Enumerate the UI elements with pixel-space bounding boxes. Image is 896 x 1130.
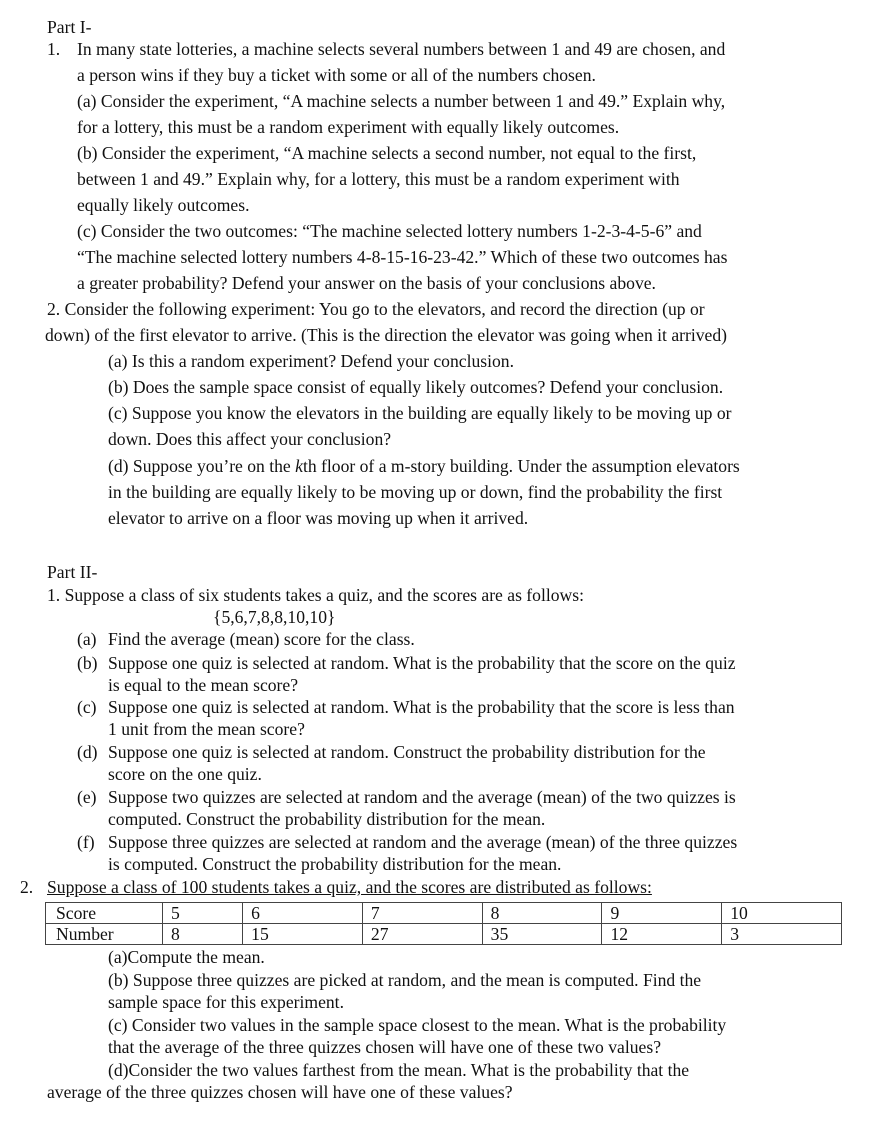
part1-q2-line: 2. Consider the following experiment: You go to the elevators, and record the direction (up or xyxy=(47,299,705,319)
part2-q1-intro: 1. Suppose a class of six students takes a quiz, and the scores are as follows: xyxy=(47,585,584,605)
part2-q2d-line: average of the three quizzes chosen will have one of these values? xyxy=(47,1082,513,1102)
row-header-score: Score xyxy=(46,903,163,924)
part2-q2a-line: (a)Compute the mean. xyxy=(108,947,265,967)
part2-q1c-label: (c) xyxy=(77,697,97,717)
row-header-number: Number xyxy=(46,924,163,945)
part1-q2d-prefix: (d) Suppose you’re on the xyxy=(108,456,296,476)
part1-q2-line: down) of the first elevator to arrive. (This is the direction the elevator was going when it arrived) xyxy=(45,325,728,345)
part2-q2b-line: (b) Suppose three quizzes are picked at random, and the mean is computed. Find the xyxy=(108,970,702,990)
part2-q1e-line: Suppose two quizzes are selected at random and the average (mean) of the two quizzes is xyxy=(108,787,736,807)
count-cell: 35 xyxy=(482,924,602,945)
count-cell: 15 xyxy=(243,924,363,945)
part2-q1b-line: Suppose one quiz is selected at random. What is the probability that the score on the quiz xyxy=(108,653,736,673)
part1-q1-number: 1. xyxy=(47,39,61,59)
count-cell: 27 xyxy=(362,924,482,945)
part1-q1b-line: between 1 and 49.” Explain why, for a lottery, this must be a random experiment with xyxy=(77,169,680,189)
part1-q2d-line: in the building are equally likely to be moving up or down, find the probability the first xyxy=(108,482,723,502)
part1-q1b-line: equally likely outcomes. xyxy=(77,195,250,215)
score-cell: 9 xyxy=(602,903,722,924)
part1-q2c-line: (c) Suppose you know the elevators in the building are equally likely to be moving up or xyxy=(108,403,732,423)
score-distribution-table xyxy=(45,902,842,945)
part2-q2c-line: (c) Consider two values in the sample space closest to the mean. What is the probability xyxy=(108,1015,727,1035)
part1-q1-line: In many state lotteries, a machine selects several numbers between 1 and 49 are chosen, and xyxy=(77,39,726,59)
score-cell: 8 xyxy=(482,903,602,924)
part1-q1a-line: (a) Consider the experiment, “A machine selects a number between 1 and 49.” Explain why, xyxy=(77,91,726,111)
part2-q1c-line: Suppose one quiz is selected at random. What is the probability that the score is less than xyxy=(108,697,735,717)
count-cell: 12 xyxy=(602,924,722,945)
part1-q1-line: a person wins if they buy a ticket with some or all of the numbers chosen. xyxy=(77,65,596,85)
part2-q1b-label: (b) xyxy=(77,653,98,673)
part2-q1c-line: 1 unit from the mean score? xyxy=(108,719,305,739)
part2-q2-number: 2. xyxy=(20,877,34,897)
count-cell: 3 xyxy=(722,924,842,945)
part2-q1e-line: computed. Construct the probability distribution for the mean. xyxy=(108,809,546,829)
part2-q1-score-set: {5,6,7,8,8,10,10} xyxy=(213,607,336,627)
part1-q1c-line: “The machine selected lottery numbers 4-8-15-16-23-42.” Which of these two outcomes has xyxy=(77,247,728,267)
score-cell: 10 xyxy=(722,903,842,924)
part2-q2b-line: sample space for this experiment. xyxy=(108,992,344,1012)
part1-heading: Part I- xyxy=(47,17,92,37)
part2-q1e-label: (e) xyxy=(77,787,97,807)
part2-q1f-label: (f) xyxy=(77,832,95,852)
part2-q2-intro: Suppose a class of 100 students takes a quiz, and the scores are distributed as follows: xyxy=(47,877,652,897)
part2-q1a-line: Find the average (mean) score for the class. xyxy=(108,629,415,649)
part2-q1d-line: Suppose one quiz is selected at random. Construct the probability distribution for the xyxy=(108,742,706,762)
part2-q1d-line: score on the one quiz. xyxy=(108,764,262,784)
part1-q2c-line: down. Does this affect your conclusion? xyxy=(108,429,392,449)
part2-q1d-label: (d) xyxy=(77,742,98,762)
part1-q1c-line: (c) Consider the two outcomes: “The machine selected lottery numbers 1-2-3-4-5-6” and xyxy=(77,221,702,241)
part2-q1f-line: is computed. Construct the probability distribution for the mean. xyxy=(108,854,562,874)
part1-q2a-line: (a) Is this a random experiment? Defend your conclusion. xyxy=(108,351,514,371)
score-cell: 7 xyxy=(362,903,482,924)
part1-q2b-line: (b) Does the sample space consist of equally likely outcomes? Defend your conclusion. xyxy=(108,377,724,397)
part2-q1a-label: (a) xyxy=(77,629,97,649)
part1-q2d-line xyxy=(108,455,740,477)
part1-q1a-line: for a lottery, this must be a random experiment with equally likely outcomes. xyxy=(77,117,620,137)
count-cell: 8 xyxy=(163,924,243,945)
part1-q1c-line: a greater probability? Defend your answer on the basis of your conclusions above. xyxy=(77,273,656,293)
part1-q1b-line: (b) Consider the experiment, “A machine selects a second number, not equal to the first, xyxy=(77,143,697,163)
part1-q2d-k: k xyxy=(295,456,303,476)
part2-q2c-line: that the average of the three quizzes chosen will have one of these two values? xyxy=(108,1037,662,1057)
score-cell: 6 xyxy=(243,903,363,924)
score-cell: 5 xyxy=(163,903,243,924)
part2-heading: Part II- xyxy=(47,562,98,582)
part1-q2d-line: elevator to arrive on a floor was moving up when it arrived. xyxy=(108,508,529,528)
table-row-number xyxy=(46,924,842,945)
table-row-score xyxy=(46,903,842,924)
part1-q2d-rest: th floor of a m-story building. Under the assumption elevators xyxy=(302,456,740,476)
part2-q2d-line: (d)Consider the two values farthest from the mean. What is the probability that the xyxy=(108,1060,690,1080)
part2-q1b-line: is equal to the mean score? xyxy=(108,675,299,695)
part2-q1f-line: Suppose three quizzes are selected at random and the average (mean) of the three quizzes xyxy=(108,832,738,852)
